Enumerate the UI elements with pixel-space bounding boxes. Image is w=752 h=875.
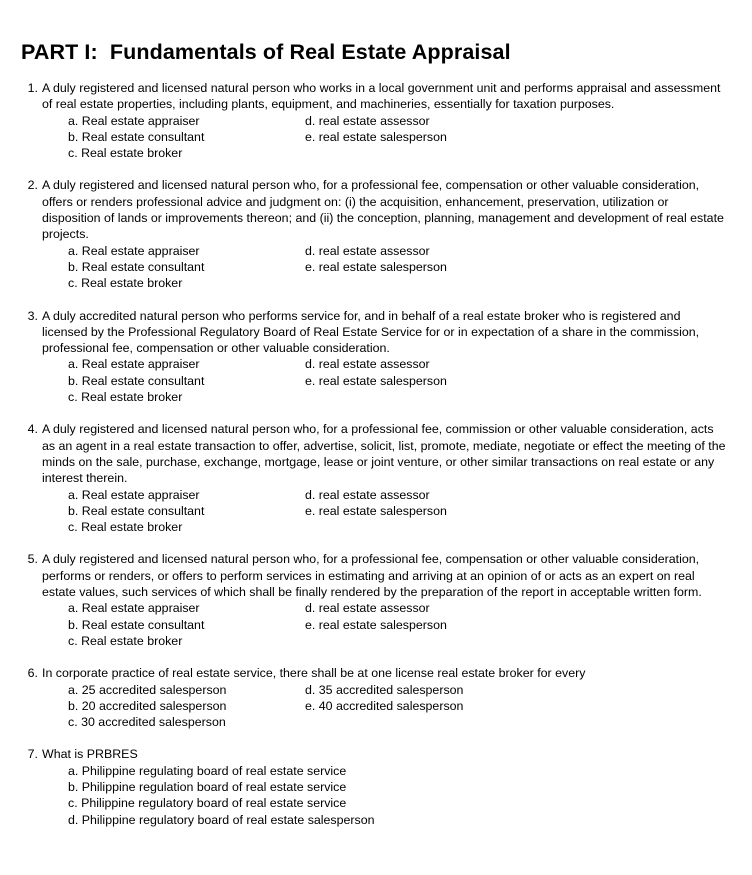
question-text: In corporate practice of real estate service, there shall be at one license real estate broker for every bbox=[42, 666, 586, 681]
question-text: A duly registered and licensed natural person who, for a professional fee, commission or other valuable consideration, acts as an agent in a real estate transaction to offer, advertise, solicit, list, promote, mediate, negotiate or effect the meeting of the minds on the sale, purchase, exchange, mortgage, lease or joint venture, or other similar transactions on real estate or any interest therein. bbox=[42, 422, 726, 486]
option-row bbox=[68, 795, 752, 811]
answer-option[interactable]: b. Real estate consultant bbox=[68, 259, 205, 274]
answer-option[interactable]: e. real estate salesperson bbox=[305, 129, 447, 144]
page-title: PART I: Fundamentals of Real Estate Appraisal bbox=[21, 40, 511, 65]
answer-option[interactable]: d. real estate assessor bbox=[305, 243, 430, 258]
option-row bbox=[68, 487, 752, 503]
question-head bbox=[22, 80, 752, 113]
option-row bbox=[68, 779, 752, 795]
option-row bbox=[68, 389, 752, 405]
question-text: What is PRBRES bbox=[42, 747, 138, 762]
answer-option[interactable]: e. real estate salesperson bbox=[305, 617, 447, 632]
answer-option[interactable]: a. Real estate appraiser bbox=[68, 113, 200, 128]
question-item bbox=[0, 665, 752, 730]
answer-option[interactable]: c. Real estate broker bbox=[68, 390, 183, 405]
question-number: 6. bbox=[27, 666, 38, 681]
option-row bbox=[68, 373, 752, 389]
answer-option[interactable]: c. Real estate broker bbox=[68, 633, 183, 648]
answer-option[interactable]: a. Real estate appraiser bbox=[68, 601, 200, 616]
answer-option[interactable]: d. 35 accredited salesperson bbox=[305, 682, 464, 697]
question-number: 1. bbox=[27, 81, 38, 95]
answer-option[interactable]: c. Real estate broker bbox=[68, 276, 183, 291]
question-item bbox=[0, 551, 752, 649]
answer-option[interactable]: c. Philippine regulatory board of real estate service bbox=[68, 796, 347, 811]
question-text: A duly registered and licensed natural person who, for a professional fee, compensation or other valuable consideration, offers or renders professional advice and judgment on: (i) the acquisition, enhancement, preservation, utilization or disposition of lands or improvements thereon; and (ii) the conception, planning, management and development of real estate projects. bbox=[42, 178, 724, 242]
question-number: 5. bbox=[27, 552, 38, 567]
answer-option[interactable]: c. Real estate broker bbox=[68, 520, 183, 535]
answer-option[interactable]: d. real estate assessor bbox=[305, 113, 430, 128]
answer-option[interactable]: b. Real estate consultant bbox=[68, 617, 205, 632]
question-number: 2. bbox=[27, 178, 38, 193]
answer-option[interactable]: c. 30 accredited salesperson bbox=[68, 715, 226, 730]
answer-option[interactable]: b. Real estate consultant bbox=[68, 503, 205, 518]
question-number: 7. bbox=[27, 747, 38, 762]
answer-option[interactable]: a. Real estate appraiser bbox=[68, 357, 200, 372]
answer-option[interactable]: a. Real estate appraiser bbox=[68, 243, 200, 258]
option-row bbox=[68, 503, 752, 519]
answer-option[interactable]: e. real estate salesperson bbox=[305, 259, 447, 274]
question-item bbox=[0, 421, 752, 535]
option-row bbox=[68, 763, 752, 779]
answer-option[interactable]: b. Real estate consultant bbox=[68, 129, 205, 144]
question-number: 3. bbox=[27, 308, 38, 323]
question-head bbox=[22, 665, 752, 681]
question-number: 4. bbox=[27, 422, 38, 437]
option-row bbox=[68, 519, 752, 535]
option-row bbox=[68, 617, 752, 633]
option-row bbox=[68, 275, 752, 291]
option-row bbox=[68, 714, 752, 730]
option-group bbox=[22, 600, 752, 649]
answer-option[interactable]: e. real estate salesperson bbox=[305, 503, 447, 518]
option-row bbox=[68, 698, 752, 714]
question-text: A duly accredited natural person who performs service for, and in behalf of a real estate broker who is registered and licensed by the Professional Regulatory Board of Real Estate Service for or in expectation of a share in the commission, professional fee, compensation or other valuable consideration. bbox=[42, 308, 700, 356]
option-row bbox=[68, 259, 752, 275]
answer-option[interactable]: d. real estate assessor bbox=[305, 487, 430, 502]
option-group bbox=[22, 682, 752, 731]
question-head bbox=[22, 551, 752, 600]
question-head bbox=[22, 308, 752, 357]
option-group bbox=[22, 113, 752, 162]
question-text: A duly registered and licensed natural person who works in a local government unit and performs appraisal and assessment of real estate properties, including plants, equipment, and machineries, essentially for taxation purposes. bbox=[42, 81, 721, 112]
option-group bbox=[22, 763, 752, 828]
answer-option[interactable]: b. Philippine regulation board of real estate service bbox=[68, 779, 347, 794]
option-row bbox=[68, 812, 752, 828]
answer-option[interactable]: d. real estate assessor bbox=[305, 601, 430, 616]
option-group bbox=[22, 243, 752, 292]
answer-option[interactable]: a. 25 accredited salesperson bbox=[68, 682, 227, 697]
option-row bbox=[68, 145, 752, 161]
answer-option[interactable]: d. real estate assessor bbox=[305, 357, 430, 372]
question-item bbox=[0, 80, 752, 161]
question-item bbox=[0, 746, 752, 827]
answer-option[interactable]: b. Real estate consultant bbox=[68, 373, 205, 388]
question-item bbox=[0, 177, 752, 291]
option-row bbox=[68, 243, 752, 259]
answer-option[interactable]: d. Philippine regulatory board of real estate salesperson bbox=[68, 812, 375, 827]
answer-option[interactable]: e. real estate salesperson bbox=[305, 373, 447, 388]
answer-option[interactable]: c. Real estate broker bbox=[68, 146, 183, 161]
answer-option[interactable]: b. 20 accredited salesperson bbox=[68, 698, 227, 713]
option-row bbox=[68, 129, 752, 145]
option-group bbox=[22, 487, 752, 536]
question-item bbox=[0, 308, 752, 406]
question-head bbox=[22, 421, 752, 486]
option-row bbox=[68, 682, 752, 698]
option-row bbox=[68, 633, 752, 649]
option-row bbox=[68, 356, 752, 372]
question-text: A duly registered and licensed natural person who, for a professional fee, compensation or other valuable consideration, performs or renders, or offers to perform services in estimating and arriving at an opinion of or acts as an expert on real estate values, such services of which shall be finally rendered by the preparation of the report in acceptable written form. bbox=[42, 552, 702, 600]
question-list bbox=[0, 80, 752, 828]
answer-option[interactable]: a. Philippine regulating board of real estate service bbox=[68, 763, 347, 778]
option-row bbox=[68, 600, 752, 616]
answer-option[interactable]: a. Real estate appraiser bbox=[68, 487, 200, 502]
answer-option[interactable]: e. 40 accredited salesperson bbox=[305, 698, 464, 713]
option-group bbox=[22, 356, 752, 405]
option-row bbox=[68, 113, 752, 129]
question-head bbox=[22, 746, 752, 762]
question-head bbox=[22, 177, 752, 242]
